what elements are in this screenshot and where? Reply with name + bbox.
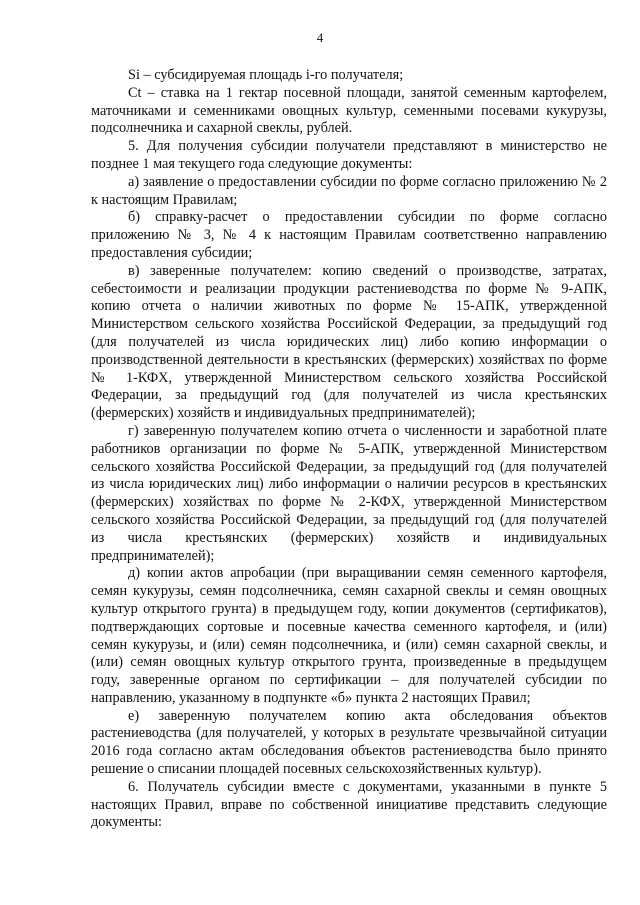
- paragraph-clause-5: 5. Для получения субсидии получатели представляют в министерство не позднее 1 мая текущего года следующие документы:: [91, 138, 607, 172]
- paragraph-si-definition: Si – субсидируемая площадь i-го получателя;: [128, 67, 404, 83]
- paragraph-ct-definition: Ct – ставка на 1 гектар посевной площади, занятой семенным картофелем, маточниками и семенниками овощных культур, семенными посевами кукурузы, подсолнечника и сахарной свеклы, рублей.: [91, 84, 607, 137]
- paragraph-subclause-g: г) заверенную получателем копию отчета о численности и заработной плате работников организации по форме № 5-АПК, утвержденной Министерством сельского хозяйства Российской Федерации, за предыдущий год (для получателей из числа юридических лиц) либо информации о наличии ресурсов в крестьянских (фермерских) хозяйствах по форме № 2-КФХ, утвержденной Министерством сельского хозяйства Российской Федерации, за предыдущий год (для получателей из числа крестьянских (фермерских) хозяйств и индивидуальных предпринимателей);: [91, 422, 607, 564]
- document-body: [91, 67, 607, 832]
- paragraph-clause-6: 6. Получатель субсидии вместе с документами, указанными в пункте 5 настоящих Правил, вправе по собственной инициативе представить следующие документы:: [91, 778, 607, 831]
- paragraph-subclause-v: в) заверенные получателем: копию сведений о производстве, затратах, себестоимости и реализации продукции растениеводства по форме № 9-АПК, копию отчета о наличии животных по форме № 15-АПК, утвержденной Министерством сельского хозяйства Российской Федерации, за предыдущий год (для получателей из числа юридических лиц) либо копию информации о производственной деятельности в крестьянских (фермерских) хозяйствах по форме № 1-КФХ, утвержденной Министерством сельского хозяйства Российской Федерации, за предыдущий год (для получателей из числа крестьянских (фермерских) хозяйств и индивидуальных предпринимателей);: [91, 262, 607, 422]
- paragraph-subclause-b: б) справку-расчет о предоставлении субсидии по форме согласно приложению № 3, № 4 к настоящим Правилам соответственно направлению предоставления субсидии;: [91, 209, 607, 261]
- paragraph-subclause-e: е) заверенную получателем копию акта обследования объектов растениеводства (для получателей, у которых в результате чрезвычайной ситуации 2016 года согласно актам обследования объектов растениеводства было принято решение о списании площадей посевных сельскохозяйственных культур).: [91, 707, 607, 778]
- page-number: 4: [316, 30, 324, 45]
- paragraph-subclause-a: а) заявление о предоставлении субсидии по форме согласно приложению № 2 к настоящим Правилам;: [91, 173, 607, 208]
- paragraph-subclause-d: д) копии актов апробации (при выращивании семян семенного картофеля, семян кукурузы, семян подсолнечника, семян сахарной свеклы и семян овощных культур открытого грунта) в предыдущем году, копии документов (сертификатов), подтверждающих сортовые и посевные качества семенного картофеля, и (или) семян кукурузы, и (или) семян подсолнечника, и (или) семян сахарной свеклы, и (или) семян овощных культур открытого грунта, произведенные в предыдущем году, заверенные органом по сертификации – для получателей субсидии по направлению, указанному в подпункте «б» пункта 2 настоящих Правил;: [91, 565, 607, 706]
